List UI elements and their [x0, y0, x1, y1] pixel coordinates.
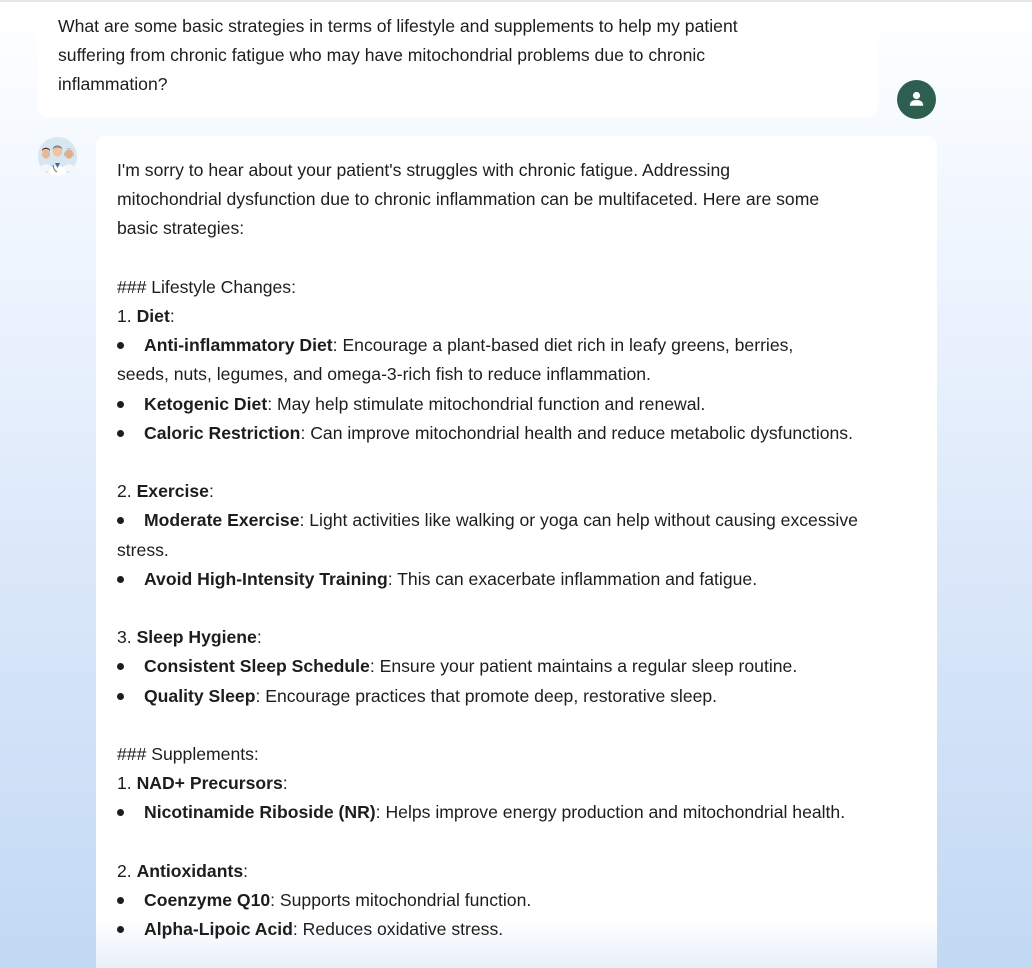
bullet-dot	[117, 576, 124, 583]
bullet-item: Coenzyme Q10: Supports mitochondrial function.	[117, 886, 927, 915]
intro-line: basic strategies:	[117, 218, 245, 239]
bullet-item: Ketogenic Diet: May help stimulate mitochondrial function and renewal.	[117, 390, 927, 419]
bullet-item: Alpha-Lipoic Acid: Reduces oxidative stress.	[117, 915, 927, 944]
bullet-item: Nicotinamide Riboside (NR): Helps improve energy production and mitochondrial health.	[117, 798, 927, 827]
numbered-item-nad: 1. NAD+ Precursors:	[117, 773, 288, 794]
numbered-item-sleep: 3. Sleep Hygiene:	[117, 627, 262, 648]
numbered-item-antioxidants: 2. Antioxidants:	[117, 860, 248, 881]
bullet-item: Moderate Exercise: Light activities like walking or yoga can help without causing excessive	[117, 506, 927, 535]
numbered-item-diet: 1. Diet:	[117, 306, 175, 326]
bullet-dot	[117, 430, 124, 437]
intro-line: mitochondrial dysfunction due to chronic inflammation can be multifaceted. Here are some	[117, 189, 820, 210]
user-message-bubble	[37, 2, 878, 118]
user-icon	[897, 80, 936, 119]
numbered-item-exercise: 2. Exercise:	[117, 481, 214, 502]
intro-line: I'm sorry to hear about your patient's struggles with chronic fatigue. Addressing	[117, 160, 731, 180]
assistant-message-bubble	[96, 136, 937, 968]
bullet-dot	[117, 517, 124, 524]
doctors-avatar-icon	[38, 137, 77, 176]
bullet-dot	[117, 809, 124, 816]
bullet-item: Caloric Restriction: Can improve mitochondrial health and reduce metabolic dysfunctions.	[117, 419, 927, 448]
section-heading-lifestyle: ### Lifestyle Changes:	[117, 276, 296, 297]
bullet-item: Consistent Sleep Schedule: Ensure your patient maintains a regular sleep routine.	[117, 652, 927, 681]
bullet-continuation: stress.	[117, 539, 169, 560]
bullet-continuation: seeds, nuts, legumes, and omega-3-rich fish to reduce inflammation.	[117, 364, 651, 385]
assistant-avatar[interactable]	[38, 137, 77, 176]
bullet-dot	[117, 663, 124, 670]
bullet-dot	[117, 401, 124, 408]
bullet-dot	[117, 693, 124, 700]
bullet-item: Anti-inflammatory Diet: Encourage a plant-based diet rich in leafy greens, berries,	[117, 331, 927, 360]
bullet-item: Quality Sleep: Encourage practices that promote deep, restorative sleep.	[117, 682, 927, 711]
bullet-dot	[117, 342, 124, 349]
user-message-line: What are some basic strategies in terms of lifestyle and supplements to help my patient	[58, 16, 738, 36]
user-message-line: inflammation?	[58, 74, 168, 94]
user-avatar[interactable]	[897, 80, 936, 119]
bullet-dot	[117, 897, 124, 904]
section-heading-supplements: ### Supplements:	[117, 744, 259, 764]
bullet-dot	[117, 926, 124, 933]
user-message-line: suffering from chronic fatigue who may have mitochondrial problems due to chronic	[58, 45, 706, 65]
bullet-item: Avoid High-Intensity Training: This can exacerbate inflammation and fatigue.	[117, 565, 927, 594]
